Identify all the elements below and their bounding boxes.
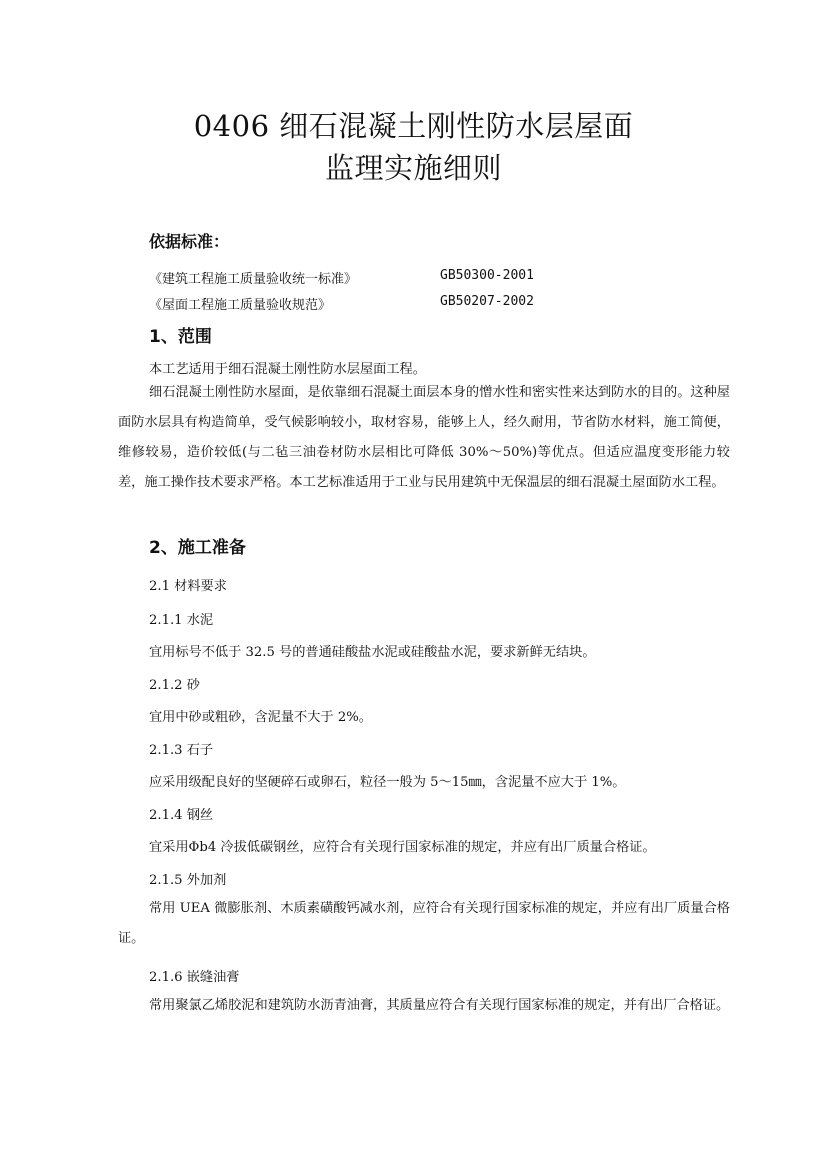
subsection-2-1-5-text: 常用 UEA 微膨胀剂、木质素磺酸钙减水剂，应符合有关现行国家标准的规定，并应有出厂质量合格证。 xyxy=(118,901,730,946)
subsection-2-1-2-heading: 2.1.2 砂 xyxy=(149,678,200,693)
document-title-line1: 0406 细石混凝土刚性防水层屋面 xyxy=(193,109,634,143)
subsection-2-1-6-text: 常用聚氯乙烯胶泥和建筑防水沥青油膏，其质量应符合有关现行国家标准的规定，并有出厂合格证。 xyxy=(149,998,730,1013)
section-2-heading: 2、施工准备 xyxy=(149,538,246,558)
subsection-2-1-3-heading: 2.1.3 石子 xyxy=(149,743,214,758)
subsection-2-1-5-heading: 2.1.5 外加剂 xyxy=(149,873,227,888)
section-1-heading: 1、范围 xyxy=(149,327,212,347)
section-1-paragraph-1: 本工艺适用于细石混凝土刚性防水层屋面工程。 xyxy=(149,362,426,377)
standard-name-1: 《建筑工程施工质量验收统一标准》 xyxy=(149,272,358,287)
subsection-2-1-3-text: 应采用级配良好的坚硬碎石或卵石，粒径一般为 5～15㎜，含泥量不应大于 1%。 xyxy=(149,775,626,790)
subsection-2-1-6-heading: 2.1.6 嵌缝油膏 xyxy=(149,970,240,985)
standard-name-2: 《屋面工程施工质量验收规范》 xyxy=(149,298,332,313)
subsection-2-1-1-text: 宜用标号不低于 32.5 号的普通硅酸盐水泥或硅酸盐水泥，要求新鲜无结块。 xyxy=(149,645,596,660)
subsection-2-1-heading: 2.1 材料要求 xyxy=(149,579,227,594)
standard-code-1: GB50300-2001 xyxy=(440,268,534,283)
section-1-paragraph-2: 细石混凝土刚性防水屋面，是依靠细石混凝土面层本身的憎水性和密实性来达到防水的目的。这种屋面防水层具有构造简单，受气候影响较小，取材容易，能够上人，经久耐用，节省防水材料，施工简便，维修较易，造价较低(与二毡三油卷材防水层相比可降低 30%～50%)等优点。但适应温度变形能力较差，施工操作技术要求严格。本工艺标准适用于工业与民用建筑中无保温层的细石混凝土屋面防水工程。 xyxy=(118,385,730,490)
subsection-2-1-4-text: 宜采用Φb4 冷拔低碳钢丝，应符合有关现行国家标准的规定，并应有出厂质量合格证。 xyxy=(149,840,656,855)
standard-code-2: GB50207-2002 xyxy=(440,294,534,309)
basis-heading: 依据标准： xyxy=(149,232,230,251)
subsection-2-1-2-text: 宜用中砂或粗砂，含泥量不大于 2%。 xyxy=(149,710,372,725)
document-title-line2: 监理实施细则 xyxy=(324,151,502,185)
subsection-2-1-1-heading: 2.1.1 水泥 xyxy=(149,613,214,628)
subsection-2-1-4-heading: 2.1.4 钢丝 xyxy=(149,808,214,823)
